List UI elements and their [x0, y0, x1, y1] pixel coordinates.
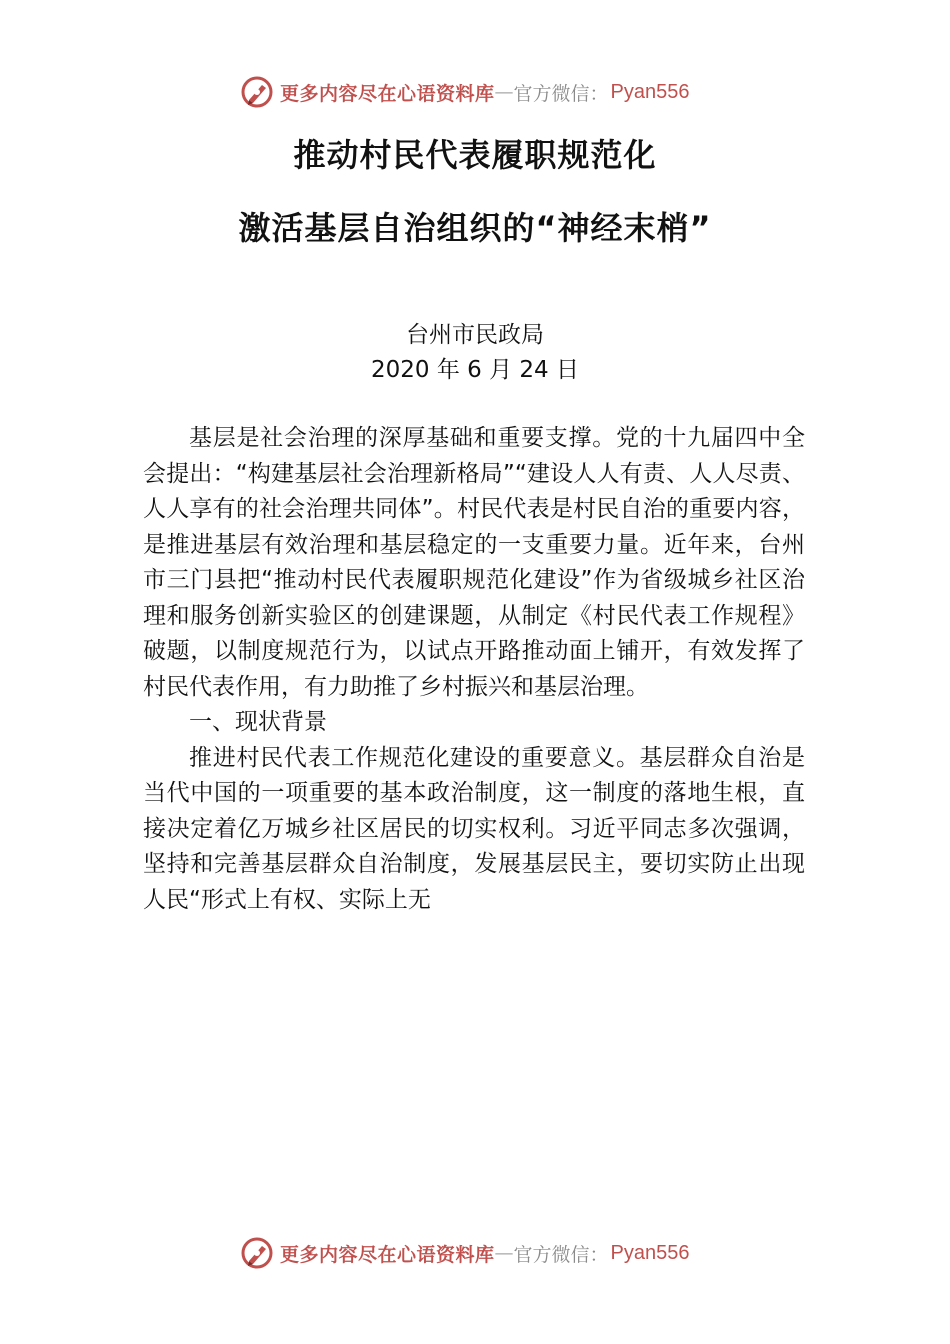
document-title-line-1: 推动村民代表履职规范化 [293, 136, 657, 174]
banner-text: 更多内容尽在心语资料库 [280, 1243, 495, 1266]
pencil-circle-icon [240, 1236, 274, 1270]
document-body [143, 421, 805, 918]
banner-wechat-label: 官方微信： [513, 1243, 609, 1266]
banner-text: 更多内容尽在心语资料库 [280, 82, 495, 105]
banner-content [240, 1233, 690, 1273]
banner-content [240, 72, 690, 112]
bottom-banner [0, 1233, 950, 1273]
document-organization: 台州市民政局 [406, 322, 544, 348]
top-banner [0, 72, 950, 112]
banner-wechat-label: 官方微信： [513, 82, 609, 105]
banner-wechat-id: Pyan556 [610, 80, 690, 103]
banner-dash: — [494, 81, 514, 103]
banner-wechat-id: Pyan556 [610, 1241, 690, 1264]
banner-dash: — [494, 1242, 514, 1264]
document-date: 2020 年 6 月 24 日 [371, 357, 579, 383]
section-heading: 一、现状背景 [189, 709, 327, 735]
paragraph-intro: 基层是社会治理的深厚基础和重要支撑。党的十九届四中全会提出：“构建基层社会治理新格局”“建设人人有责、人人尽责、人人享有的社会治理共同体”。村民代表是村民自治的重要内容，是推进基层有效治理和基层稳定的一支重要力量。近年来，台州市三门县把“推动村民代表履职规范化建设”作为省级城乡社区治理和服务创新实验区的创建课题，从制定《村民代表工作规程》破题，以制度规范行为，以试点开路推动面上铺开，有效发挥了村民代表作用，有力助推了乡村振兴和基层治理。 [143, 425, 805, 700]
document-title-line-2: 激活基层自治组织的“神经末梢” [238, 209, 712, 247]
paragraph-significance: 推进村民代表工作规范化建设的重要意义。基层群众自治是当代中国的一项重要的基本政治制度，这一制度的落地生根，直接决定着亿万城乡社区居民的切实权利。习近平同志多次强调，坚持和完善基层群众自治制度，发展基层民主，要切实防止出现人民“形式上有权、实际上无 [143, 744, 805, 913]
pencil-circle-icon [240, 75, 274, 109]
